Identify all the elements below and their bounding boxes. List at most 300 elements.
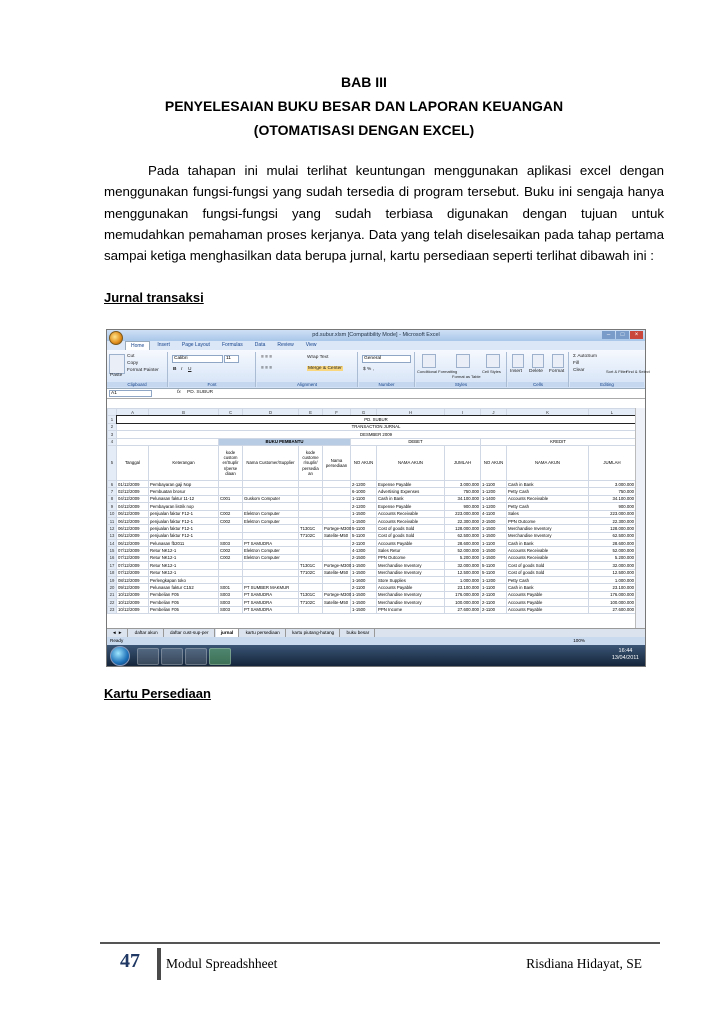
data-cell[interactable]: C002 bbox=[219, 510, 243, 517]
data-cell[interactable] bbox=[323, 540, 351, 547]
column-header[interactable]: I bbox=[445, 409, 481, 416]
data-cell[interactable]: Elektron Computer bbox=[243, 517, 299, 524]
group-header-debet[interactable]: DEBET bbox=[351, 438, 481, 445]
conditional-formatting-icon[interactable] bbox=[422, 354, 436, 368]
data-cell[interactable]: Pelunasan fb2011 bbox=[149, 540, 219, 547]
data-cell[interactable] bbox=[299, 495, 323, 502]
data-cell[interactable] bbox=[243, 577, 299, 584]
data-cell[interactable]: Pembayaran listrik nop bbox=[149, 503, 219, 510]
copy-button[interactable]: Copy bbox=[127, 361, 139, 366]
data-cell[interactable]: Merchandise Inventory bbox=[507, 532, 589, 539]
data-cell[interactable] bbox=[299, 517, 323, 524]
data-cell[interactable]: PPN Income bbox=[377, 606, 445, 613]
data-cell[interactable]: 1-1200 bbox=[481, 577, 507, 584]
data-cell[interactable]: T1301C bbox=[299, 591, 323, 598]
data-cell[interactable] bbox=[219, 480, 243, 487]
data-cell[interactable]: 22.300.000 bbox=[589, 517, 636, 524]
group-header-buku[interactable]: BUKU PEMBANTU bbox=[219, 438, 351, 445]
data-cell[interactable]: 02/12/2009 bbox=[117, 488, 149, 495]
data-cell[interactable]: 23.100.000 bbox=[589, 584, 636, 591]
format-painter-button[interactable]: Format Painter bbox=[127, 368, 159, 373]
tab-home[interactable]: Home bbox=[125, 341, 150, 350]
data-cell[interactable]: Cost of goods Sold bbox=[377, 525, 445, 532]
data-cell[interactable]: Retur NK12-1 bbox=[149, 569, 219, 576]
data-cell[interactable] bbox=[243, 503, 299, 510]
column-header[interactable]: D bbox=[243, 409, 299, 416]
data-cell[interactable]: T1301C bbox=[299, 525, 323, 532]
data-cell[interactable] bbox=[323, 606, 351, 613]
tab-page-layout[interactable]: Page Layout bbox=[181, 342, 210, 348]
data-cell[interactable]: Cash in Bank bbox=[507, 584, 589, 591]
data-cell[interactable]: Merchandise Inventory bbox=[377, 569, 445, 576]
data-cell[interactable]: S003 bbox=[219, 606, 243, 613]
worksheet-grid[interactable] bbox=[107, 408, 645, 614]
data-cell[interactable]: 4-1100 bbox=[481, 510, 507, 517]
data-cell[interactable]: Pembayaran gaji Nop bbox=[149, 480, 219, 487]
column-header[interactable]: A bbox=[117, 409, 149, 416]
data-cell[interactable] bbox=[219, 577, 243, 584]
data-cell[interactable]: Expense Payable bbox=[377, 480, 445, 487]
row-number[interactable]: 19 bbox=[108, 577, 117, 584]
data-cell[interactable]: S003 bbox=[219, 599, 243, 606]
row-number[interactable]: 10 bbox=[108, 510, 117, 517]
row-number[interactable]: 11 bbox=[108, 517, 117, 524]
column-header[interactable]: G bbox=[351, 409, 377, 416]
sheet-tab-buku-besar[interactable]: buku besar bbox=[342, 629, 376, 637]
data-cell[interactable]: Retur NK12-1 bbox=[149, 554, 219, 561]
sort-filter-button[interactable]: Sort & Filter bbox=[606, 369, 628, 374]
data-cell[interactable]: 1-1600 bbox=[351, 577, 377, 584]
data-cell[interactable]: 1-1200 bbox=[481, 488, 507, 495]
data-cell[interactable]: Accounts Receivable bbox=[507, 495, 589, 502]
title-cell[interactable]: PD. SUBUR bbox=[117, 416, 636, 423]
data-cell[interactable]: 07/12/2009 bbox=[117, 569, 149, 576]
data-cell[interactable]: Expense Payable bbox=[377, 503, 445, 510]
data-cell[interactable] bbox=[243, 488, 299, 495]
data-cell[interactable]: 07/12/2009 bbox=[117, 547, 149, 554]
data-cell[interactable]: 06/12/2009 bbox=[117, 517, 149, 524]
data-cell[interactable]: 5-1100 bbox=[351, 525, 377, 532]
data-cell[interactable]: 750.000 bbox=[589, 488, 636, 495]
format-table-button[interactable]: Format as Table bbox=[452, 374, 481, 379]
find-select-button[interactable]: Find & Select bbox=[626, 369, 650, 374]
data-cell[interactable]: 1-1500 bbox=[481, 547, 507, 554]
row-number[interactable]: 16 bbox=[108, 554, 117, 561]
clear-button[interactable]: Clear bbox=[573, 368, 585, 373]
data-cell[interactable] bbox=[299, 540, 323, 547]
data-cell[interactable]: 2-1500 bbox=[351, 554, 377, 561]
data-cell[interactable]: 07/12/2009 bbox=[117, 554, 149, 561]
data-cell[interactable] bbox=[299, 606, 323, 613]
row-number[interactable]: 18 bbox=[108, 569, 117, 576]
data-cell[interactable] bbox=[299, 584, 323, 591]
tab-data[interactable]: Data bbox=[254, 342, 266, 348]
data-cell[interactable]: 6-1000 bbox=[351, 488, 377, 495]
column-header[interactable]: L bbox=[589, 409, 636, 416]
data-cell[interactable] bbox=[299, 503, 323, 510]
font-name-select[interactable]: Calibri bbox=[172, 355, 223, 363]
data-cell[interactable]: Portege-M300 bbox=[324, 592, 352, 598]
data-cell[interactable]: 176.000.000 bbox=[589, 591, 636, 598]
tab-insert[interactable]: Insert bbox=[157, 342, 170, 348]
row-number[interactable]: 23 bbox=[108, 606, 117, 613]
data-cell[interactable]: 5-1100 bbox=[481, 562, 507, 569]
data-cell[interactable]: 27.600.000 bbox=[589, 606, 636, 613]
currency-icons[interactable]: $ % , bbox=[363, 367, 374, 372]
delete-cells-button[interactable]: Delete bbox=[529, 369, 543, 374]
data-cell[interactable]: Merchandise Inventory bbox=[507, 525, 589, 532]
data-cell[interactable]: 06/12/2009 bbox=[117, 510, 149, 517]
data-cell[interactable]: 07/12/2009 bbox=[117, 562, 149, 569]
data-cell[interactable]: 1.000.000 bbox=[589, 577, 636, 584]
data-cell[interactable]: 4-1300 bbox=[351, 547, 377, 554]
data-cell[interactable]: 1-1200 bbox=[481, 503, 507, 510]
cut-button[interactable]: Cut bbox=[127, 354, 135, 359]
data-cell[interactable] bbox=[219, 562, 243, 569]
data-cell[interactable]: Sales bbox=[507, 510, 589, 517]
header-cell[interactable]: NAMA AKUN bbox=[507, 445, 589, 480]
tab-review[interactable]: Review bbox=[277, 342, 294, 348]
minimize-icon[interactable]: – bbox=[602, 331, 615, 339]
header-cell[interactable]: NAMA AKUN bbox=[377, 445, 445, 480]
paste-icon[interactable] bbox=[109, 354, 125, 374]
data-cell[interactable]: PPN Outcome bbox=[507, 517, 589, 524]
paste-button[interactable]: Paste bbox=[110, 373, 123, 378]
data-cell[interactable]: Accounts Payable bbox=[507, 599, 589, 606]
data-cell[interactable]: 1-1500 bbox=[351, 606, 377, 613]
data-cell[interactable]: Satelite-M50 bbox=[323, 569, 351, 576]
data-cell[interactable]: Accounts Receivable bbox=[377, 510, 445, 517]
data-cell[interactable]: 3.000.000 bbox=[445, 480, 481, 487]
data-cell[interactable]: 2-1100 bbox=[351, 584, 377, 591]
close-icon[interactable]: × bbox=[630, 331, 643, 339]
data-cell[interactable]: 22.300.000 bbox=[445, 517, 481, 524]
data-cell[interactable]: PT SAMUDRA bbox=[243, 599, 299, 606]
data-cell[interactable]: Accounts Payable bbox=[507, 591, 589, 598]
data-cell[interactable]: Retur NK12-1 bbox=[149, 547, 219, 554]
data-cell[interactable]: Cost of goods Sold bbox=[377, 532, 445, 539]
data-cell[interactable]: 2-1100 bbox=[481, 599, 507, 606]
data-cell[interactable]: S003 bbox=[219, 591, 243, 598]
header-cell[interactable]: Nama persediaan bbox=[323, 445, 351, 480]
data-cell[interactable]: 128.000.000 bbox=[445, 525, 481, 532]
data-cell[interactable] bbox=[219, 503, 243, 510]
data-cell[interactable]: 5.200.000 bbox=[445, 554, 481, 561]
data-cell[interactable]: Elektron Computer bbox=[243, 554, 299, 561]
vertical-scrollbar[interactable] bbox=[635, 408, 645, 628]
row-number[interactable]: 20 bbox=[108, 584, 117, 591]
data-cell[interactable]: 1-1400 bbox=[481, 495, 507, 502]
data-cell[interactable]: Petty Cash bbox=[507, 488, 589, 495]
data-cell[interactable]: C002 bbox=[219, 554, 243, 561]
data-cell[interactable] bbox=[323, 495, 351, 502]
data-cell[interactable]: 28.600.000 bbox=[445, 540, 481, 547]
data-cell[interactable]: PPN Outcome bbox=[377, 554, 445, 561]
data-cell[interactable]: Petty Cash bbox=[507, 503, 589, 510]
data-cell[interactable] bbox=[299, 547, 323, 554]
data-cell[interactable]: Accounts Receivable bbox=[377, 517, 445, 524]
fx-icon[interactable]: fx bbox=[177, 390, 181, 395]
data-cell[interactable]: 5.200.000 bbox=[589, 554, 636, 561]
data-cell[interactable]: 1-1100 bbox=[351, 495, 377, 502]
data-cell[interactable]: Merchandise Inventory bbox=[377, 591, 445, 598]
data-cell[interactable]: 34.100.000 bbox=[589, 495, 636, 502]
data-cell[interactable]: 12.500.000 bbox=[445, 569, 481, 576]
row-number[interactable]: 9 bbox=[108, 503, 117, 510]
data-cell[interactable] bbox=[323, 584, 351, 591]
data-cell[interactable]: Portege-M300 bbox=[324, 562, 352, 568]
data-cell[interactable]: 08/12/2009 bbox=[117, 577, 149, 584]
data-cell[interactable]: Guskom Computer bbox=[243, 495, 299, 502]
row-number[interactable]: 5 bbox=[108, 445, 117, 480]
data-cell[interactable]: Advertising Expenses bbox=[377, 488, 445, 495]
row-number[interactable]: 7 bbox=[108, 488, 117, 495]
format-cells-icon[interactable] bbox=[552, 354, 564, 368]
data-cell[interactable]: 06/12/2009 bbox=[117, 540, 149, 547]
data-cell[interactable]: 1-1500 bbox=[351, 562, 377, 569]
data-cell[interactable]: 1-1100 bbox=[481, 480, 507, 487]
font-size-select[interactable]: 11 bbox=[224, 355, 239, 363]
data-cell[interactable] bbox=[243, 569, 299, 576]
insert-cells-button[interactable]: Insert bbox=[510, 369, 522, 374]
conditional-formatting-button[interactable]: Conditional Formatting bbox=[417, 369, 458, 374]
data-cell[interactable]: 10/12/2009 bbox=[117, 599, 149, 606]
data-cell[interactable]: Retur NK12-1 bbox=[149, 562, 219, 569]
data-cell[interactable]: 223.000.000 bbox=[589, 510, 636, 517]
header-cell[interactable]: JUMLAH bbox=[445, 445, 481, 480]
data-cell[interactable]: 1-1500 bbox=[351, 517, 377, 524]
header-cell[interactable]: NO AKUN bbox=[481, 445, 507, 480]
row-number[interactable]: 21 bbox=[108, 591, 117, 598]
data-cell[interactable]: 23.100.000 bbox=[445, 584, 481, 591]
data-cell[interactable]: 5-1100 bbox=[481, 569, 507, 576]
data-cell[interactable] bbox=[243, 532, 299, 539]
data-cell[interactable] bbox=[243, 480, 299, 487]
data-cell[interactable]: PT SAMUDRA bbox=[243, 606, 299, 613]
data-cell[interactable]: Perlengkapan toko bbox=[149, 577, 219, 584]
data-cell[interactable]: Accounts Payable bbox=[377, 540, 445, 547]
data-cell[interactable] bbox=[323, 517, 351, 524]
header-cell[interactable]: kode custom er/Suplir r/perse diaan bbox=[219, 445, 243, 480]
format-table-icon[interactable] bbox=[456, 354, 470, 368]
data-cell[interactable] bbox=[323, 510, 351, 517]
data-cell[interactable] bbox=[219, 488, 243, 495]
data-cell[interactable]: 1-1500 bbox=[481, 525, 507, 532]
insert-cells-icon[interactable] bbox=[512, 354, 524, 368]
data-cell[interactable] bbox=[323, 503, 351, 510]
data-cell[interactable]: Pembelian F05 bbox=[149, 599, 219, 606]
row-number[interactable]: 8 bbox=[108, 495, 117, 502]
name-box[interactable]: A1 bbox=[109, 390, 152, 397]
data-cell[interactable]: 5-1100 bbox=[351, 532, 377, 539]
select-all-corner[interactable] bbox=[108, 409, 117, 416]
data-cell[interactable]: Accounts Receivable bbox=[507, 547, 589, 554]
data-cell[interactable]: PT SAMUDRA bbox=[243, 591, 299, 598]
data-cell[interactable]: T7102C bbox=[299, 569, 323, 576]
fill-button[interactable]: Fill bbox=[573, 361, 580, 366]
data-cell[interactable] bbox=[219, 525, 243, 532]
data-cell[interactable]: PT SUMBER MAKMUR bbox=[243, 584, 299, 591]
data-cell[interactable]: T7102C bbox=[299, 532, 323, 539]
data-cell[interactable]: 27.600.000 bbox=[445, 606, 481, 613]
cell[interactable] bbox=[117, 438, 219, 445]
header-cell[interactable]: kode custome r/suplir/ persedia an bbox=[299, 445, 323, 480]
data-cell[interactable]: 09/12/2009 bbox=[117, 584, 149, 591]
cell-styles-button[interactable]: Cell Styles bbox=[482, 369, 501, 374]
data-cell[interactable]: 06/12/2009 bbox=[117, 532, 149, 539]
data-cell[interactable]: 3.000.000 bbox=[589, 480, 636, 487]
data-cell[interactable]: 1-1100 bbox=[481, 584, 507, 591]
row-number[interactable]: 14 bbox=[108, 540, 117, 547]
column-header[interactable]: J bbox=[481, 409, 507, 416]
row-number[interactable]: 4 bbox=[108, 438, 117, 445]
data-cell[interactable]: 10/12/2009 bbox=[117, 591, 149, 598]
data-cell[interactable]: 10/12/2009 bbox=[117, 606, 149, 613]
header-cell[interactable]: Nama Customer/Supplier bbox=[243, 445, 299, 480]
data-cell[interactable]: 52.000.000 bbox=[589, 547, 636, 554]
data-cell[interactable]: Pembuatan brosur bbox=[149, 488, 219, 495]
column-header[interactable]: E bbox=[299, 409, 323, 416]
title-cell[interactable]: DESMBER 2009 bbox=[117, 431, 636, 438]
data-cell[interactable]: Petty Cash bbox=[507, 577, 589, 584]
data-cell[interactable]: 1-1100 bbox=[481, 540, 507, 547]
sheet-nav-icons[interactable]: ◄ ► bbox=[107, 629, 128, 637]
taskbar-media-icon[interactable] bbox=[161, 648, 183, 665]
data-cell[interactable]: Cash in Bank bbox=[507, 480, 589, 487]
data-cell[interactable]: 04/12/2009 bbox=[117, 503, 149, 510]
data-cell[interactable]: Satelite-M50 bbox=[323, 532, 351, 539]
data-cell[interactable]: 1-1500 bbox=[351, 599, 377, 606]
data-cell[interactable]: Cash in Bank bbox=[507, 540, 589, 547]
delete-cells-icon[interactable] bbox=[532, 354, 544, 368]
data-cell[interactable]: penjualan faktur F12-1 bbox=[149, 525, 219, 532]
data-cell[interactable]: Accounts Payable bbox=[507, 606, 589, 613]
row-number[interactable]: 3 bbox=[108, 431, 117, 438]
autosum-button[interactable]: Σ AutoSum bbox=[573, 354, 598, 359]
sheet-tab-kartu-piutang[interactable]: kartu piutang-hutang bbox=[287, 629, 340, 637]
data-cell[interactable]: 100.000.000 bbox=[445, 599, 481, 606]
data-cell[interactable]: Elektron Computer bbox=[243, 510, 299, 517]
row-number[interactable]: 13 bbox=[108, 532, 117, 539]
data-cell[interactable]: 06/12/2009 bbox=[117, 525, 149, 532]
data-cell[interactable]: 62.500.000 bbox=[445, 532, 481, 539]
taskbar-excel-icon[interactable] bbox=[209, 648, 231, 665]
data-cell[interactable] bbox=[323, 547, 351, 554]
data-cell[interactable]: penjualan faktur F12-1 bbox=[149, 532, 219, 539]
data-cell[interactable]: S001 bbox=[219, 584, 243, 591]
tab-formulas[interactable]: Formulas bbox=[221, 342, 243, 348]
data-cell[interactable]: 1-1500 bbox=[351, 510, 377, 517]
data-cell[interactable]: Sales Retur bbox=[377, 547, 445, 554]
row-number[interactable]: 6 bbox=[108, 480, 117, 487]
data-cell[interactable]: Merchandise Inventory bbox=[377, 562, 445, 569]
column-header[interactable]: H bbox=[377, 409, 445, 416]
data-cell[interactable]: Elektron Computer bbox=[243, 547, 299, 554]
tab-view[interactable]: View bbox=[305, 342, 317, 348]
data-cell[interactable]: 2-1100 bbox=[481, 606, 507, 613]
data-cell[interactable]: S003 bbox=[219, 540, 243, 547]
data-cell[interactable]: Satelite-M50 bbox=[323, 599, 351, 606]
header-cell[interactable]: Keterangan bbox=[149, 445, 219, 480]
data-cell[interactable] bbox=[299, 510, 323, 517]
bold-icon[interactable]: B bbox=[173, 367, 177, 372]
header-cell[interactable]: NO AKUN bbox=[351, 445, 377, 480]
data-cell[interactable]: C002 bbox=[219, 547, 243, 554]
row-number[interactable]: 17 bbox=[108, 562, 117, 569]
formula-input[interactable]: PD. SUBUR bbox=[187, 390, 214, 395]
maximize-icon[interactable]: □ bbox=[616, 331, 629, 339]
row-number[interactable]: 1 bbox=[108, 416, 117, 423]
number-format-select[interactable]: General bbox=[362, 355, 411, 363]
data-cell[interactable]: 12.500.000 bbox=[589, 569, 636, 576]
data-cell[interactable]: Pembelian F05 bbox=[149, 591, 219, 598]
data-cell[interactable] bbox=[323, 577, 351, 584]
align-icons-2[interactable]: ≡ ≡ ≡ bbox=[261, 366, 273, 371]
format-cells-button[interactable]: Format bbox=[549, 369, 565, 374]
taskbar-firefox-icon[interactable] bbox=[185, 648, 207, 665]
row-number[interactable]: 22 bbox=[108, 599, 117, 606]
data-cell[interactable]: 750.000 bbox=[445, 488, 481, 495]
data-cell[interactable]: penjualan faktur F12-1 bbox=[149, 517, 219, 524]
data-cell[interactable]: C001 bbox=[219, 495, 243, 502]
data-cell[interactable]: 100.000.000 bbox=[589, 599, 636, 606]
data-cell[interactable] bbox=[243, 525, 299, 532]
data-cell[interactable]: 1-1500 bbox=[351, 569, 377, 576]
data-cell[interactable]: 32.000.000 bbox=[445, 562, 481, 569]
header-cell[interactable]: JUMLAH bbox=[589, 445, 636, 480]
group-header-kredit[interactable]: KREDIT bbox=[481, 438, 636, 445]
data-cell[interactable]: PT SAMUDRA bbox=[243, 540, 299, 547]
data-cell[interactable]: 1-1500 bbox=[481, 554, 507, 561]
sheet-tab-daftar-akun[interactable]: daftar akun bbox=[130, 629, 164, 637]
header-cell[interactable]: Tanggal bbox=[117, 445, 149, 480]
column-header[interactable]: C bbox=[219, 409, 243, 416]
data-cell[interactable]: 176.000.000 bbox=[445, 591, 481, 598]
data-cell[interactable]: 128.000.000 bbox=[589, 525, 636, 532]
data-cell[interactable]: 2-1100 bbox=[351, 540, 377, 547]
data-cell[interactable]: 1.000.000 bbox=[445, 577, 481, 584]
sheet-tab-jurnal[interactable]: jurnal bbox=[216, 629, 240, 637]
row-number[interactable]: 2 bbox=[108, 423, 117, 430]
column-header[interactable]: K bbox=[507, 409, 589, 416]
wrap-text-button[interactable]: Wrap Text bbox=[307, 355, 329, 360]
sheet-tab-kartu-persediaan[interactable]: kartu persediaan bbox=[241, 629, 286, 637]
column-header[interactable]: B bbox=[149, 409, 219, 416]
data-cell[interactable] bbox=[219, 532, 243, 539]
data-cell[interactable] bbox=[299, 488, 323, 495]
data-cell[interactable]: 2-1200 bbox=[351, 480, 377, 487]
data-cell[interactable]: 62.500.000 bbox=[589, 532, 636, 539]
sheet-tab-daftar-cust[interactable]: daftar cust-sup-per bbox=[165, 629, 215, 637]
data-cell[interactable] bbox=[299, 577, 323, 584]
data-cell[interactable]: 900.000 bbox=[589, 503, 636, 510]
data-cell[interactable]: Pelunasan faktur C152 bbox=[149, 584, 219, 591]
data-cell[interactable]: 1-1500 bbox=[351, 591, 377, 598]
zoom-level[interactable]: 100% bbox=[573, 638, 585, 643]
data-cell[interactable]: Cost of goods Sold bbox=[507, 569, 589, 576]
data-cell[interactable]: 01/12/2009 bbox=[117, 480, 149, 487]
data-cell[interactable]: Cash in Bank bbox=[377, 495, 445, 502]
data-cell[interactable] bbox=[243, 562, 299, 569]
data-cell[interactable]: 32.000.000 bbox=[589, 562, 636, 569]
row-number[interactable]: 15 bbox=[108, 547, 117, 554]
data-cell[interactable]: 1-1500 bbox=[481, 532, 507, 539]
taskbar-explorer-icon[interactable] bbox=[137, 648, 159, 665]
data-cell[interactable]: Accounts Receivable bbox=[507, 554, 589, 561]
data-cell[interactable]: 2-1200 bbox=[351, 503, 377, 510]
data-cell[interactable] bbox=[323, 488, 351, 495]
data-cell[interactable] bbox=[323, 554, 351, 561]
